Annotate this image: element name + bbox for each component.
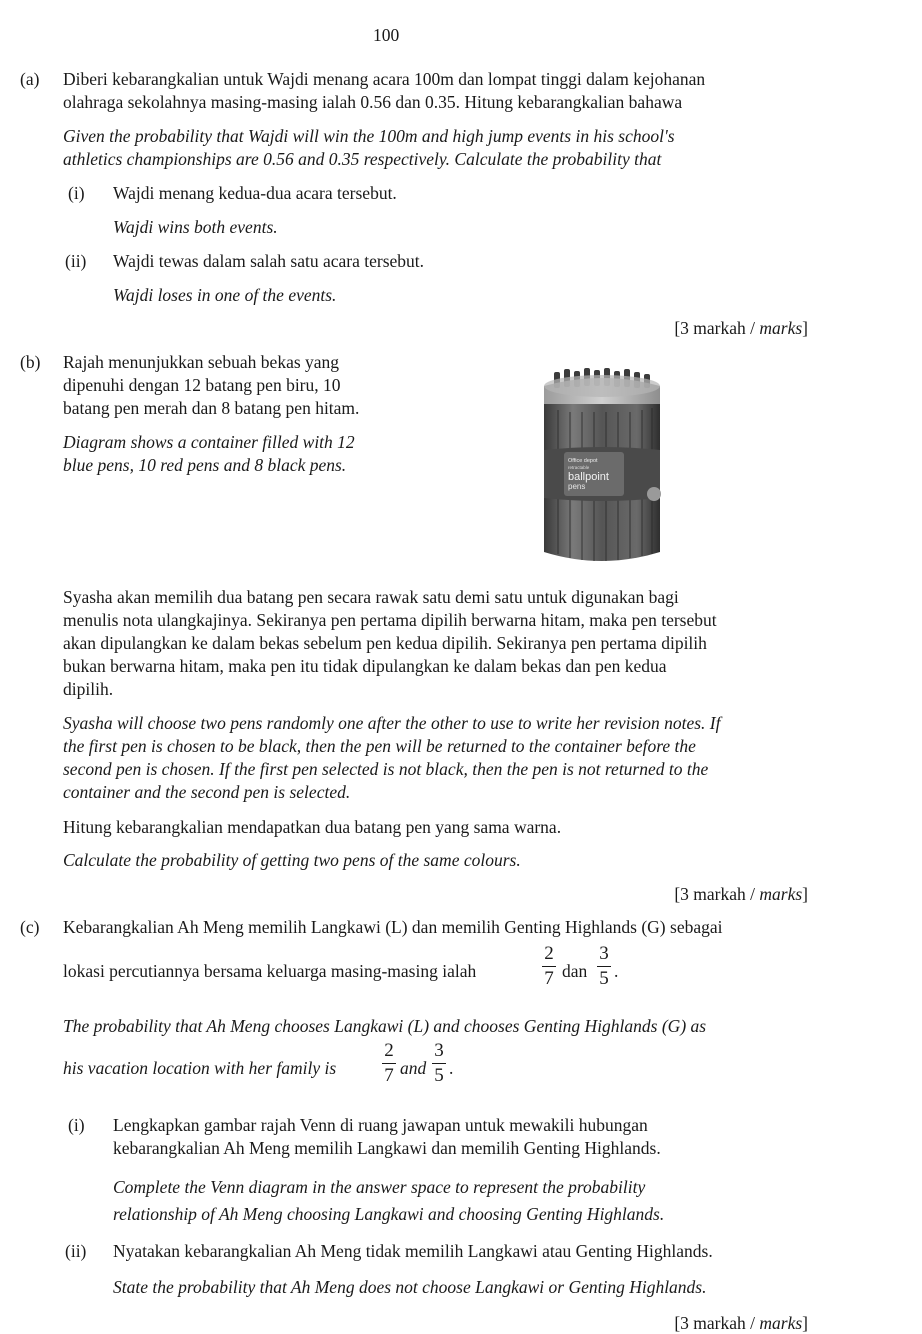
part-c-i-en-2: relationship of Ah Meng choosing Langkawi and choosing Genting Highlands. [113,1204,665,1224]
part-b-p2-ms-3: bukan berwarna hitam, maka pen itu tidak dipulangkan ke dalam bekas dan pen kedua [63,656,667,676]
part-b-marks-ms: [3 markah / [674,884,760,904]
part-a-ms-line2: olahraga sekolahnya masing-masing ialah 0.56 dan 0.35. Hitung kebarangkalian bahawa [63,92,683,112]
part-a-marks-en: marks [759,318,803,338]
part-c-ii-en: State the probability that Ah Meng does not choose Langkawi or Genting Highlands. [113,1277,707,1297]
part-c-ms-frac2 [597,944,611,989]
part-c-i-label: (i) [68,1115,85,1135]
part-a-marks-close: ] [802,318,808,338]
part-a-en-line2: athletics championships are 0.56 and 0.35 respectively. Calculate the probability that [63,149,662,169]
frac-numerator: 2 [384,1040,394,1061]
container-small: retractable [568,465,590,470]
part-b-p2-ms-0: Syasha akan memilih dua batang pen secara rawak satu demi satu untuk digunakan bagi [63,587,679,607]
frac-numerator: 3 [434,1040,444,1061]
part-b-en-line2: blue pens, 10 red pens and 8 black pens. [63,455,347,475]
part-c-i-en-1: Complete the Venn diagram in the answer space to represent the probability [113,1177,646,1197]
part-c-en-frac1 [382,1041,396,1086]
part-c-ii-label: (ii) [65,1241,87,1261]
part-b-p2-ms-2: akan dipulangkan ke dalam bekas sebelum pen kedua dipilih. Sekiranya pen pertama dipilih [63,633,707,653]
part-c-ii-ms: Nyatakan kebarangkalian Ah Meng tidak memilih Langkawi atau Genting Highlands. [113,1241,713,1261]
container-sub: pens [568,482,586,491]
part-b-ms-line1: Rajah menunjukkan sebuah bekas yang [63,352,340,372]
part-b-p2-ms-4: dipilih. [63,679,114,699]
part-b-calc-en: Calculate the probability of getting two pens of the same colours. [63,850,521,870]
part-a-ii-label: (ii) [65,251,87,271]
part-c-ms-line2: lokasi percutiannya bersama keluarga masing-masing ialah [63,961,477,981]
part-a-label [20,68,39,90]
frac-denominator: 5 [434,1065,444,1086]
part-c-en-line1: The probability that Ah Meng chooses Langkawi (L) and chooses Genting Highlands (G) as [63,1016,707,1036]
part-c-en-line2: his vacation location with her family is [63,1058,337,1078]
part-c-marks-en: marks [759,1313,803,1333]
part-b-calc-ms: Hitung kebarangkalian mendapatkan dua batang pen yang sama warna. [63,817,562,837]
part-b-p2-en-3: container and the second pen is selected. [63,782,351,802]
part-b-marks-en: marks [759,884,803,904]
part-c-label: (c) [20,917,40,937]
container-main: ballpoint [568,471,609,483]
frac-denominator: 7 [544,968,554,989]
part-c-marks-ms: [3 markah / [674,1313,760,1333]
part-b-ms-line3: batang pen merah dan 8 batang pen hitam. [63,398,360,418]
part-c-ms-frac1 [542,944,556,989]
part-c-ms-dan: dan [562,961,588,981]
part-b-p2-en-1: the first pen is chosen to be black, then the pen will be returned to the container before the [63,736,696,756]
part-b-p2-en-0: Syasha will choose two pens randomly one after the other to use to write her revision notes. If [63,713,721,733]
part-a-ii-en: Wajdi loses in one of the events. [113,285,337,305]
part-b-label: (b) [20,352,41,372]
part-c-ms-line1: Kebarangkalian Ah Meng memilih Langkawi (L) dan memilih Genting Highlands (G) sebagai [63,917,723,937]
part-c-en-period: . [449,1058,454,1078]
part-a-marks-ms: [3 markah / [674,318,760,338]
pen-container-image [538,366,666,566]
part-a-en-line1: Given the probability that Wajdi will win the 100m and high jump events in his school's [63,126,675,146]
part-a-marks [674,317,808,339]
part-a-label-text: (a) [20,69,40,89]
part-c-en-frac2 [432,1041,446,1086]
badge-icon [647,487,661,501]
part-a-ms-line1: Diberi kebarangkalian untuk Wajdi menang acara 100m dan lompat tinggi dalam kejohanan [63,69,706,89]
container-brand: Office depot [568,458,598,464]
part-c-marks-close: ] [802,1313,808,1333]
frac-numerator: 3 [599,943,609,964]
part-b-p2-ms-1: menulis nota ulangkajinya. Sekiranya pen pertama dipilih berwarna hitam, maka pen tersebut [63,610,717,630]
part-c-marks [674,1312,808,1334]
part-a-i-en: Wajdi wins both events. [113,217,278,237]
part-a-i-ms: Wajdi menang kedua-dua acara tersebut. [113,183,397,203]
page-number: 100 [373,25,400,45]
part-b-marks-close: ] [802,884,808,904]
frac-denominator: 7 [384,1065,394,1086]
part-c-i-ms-1: Lengkapkan gambar rajah Venn di ruang jawapan untuk mewakili hubungan [113,1115,648,1135]
part-a-i-label: (i) [68,183,85,203]
frac-numerator: 2 [544,943,554,964]
part-b-en-line1: Diagram shows a container filled with 12 [63,432,355,452]
frac-denominator: 5 [599,968,609,989]
part-b-ms-line2: dipenuhi dengan 12 batang pen biru, 10 [63,375,341,395]
part-a-ii-ms: Wajdi tewas dalam salah satu acara tersebut. [113,251,425,271]
part-b-marks [674,883,808,905]
part-c-en-and: and [400,1058,427,1078]
part-c-ms-period: . [614,961,619,981]
part-c-i-ms-2: kebarangkalian Ah Meng memilih Langkawi dan memilih Genting Highlands. [113,1138,661,1158]
part-b-p2-en-2: second pen is chosen. If the first pen selected is not black, then the pen is not returned to the [63,759,709,779]
